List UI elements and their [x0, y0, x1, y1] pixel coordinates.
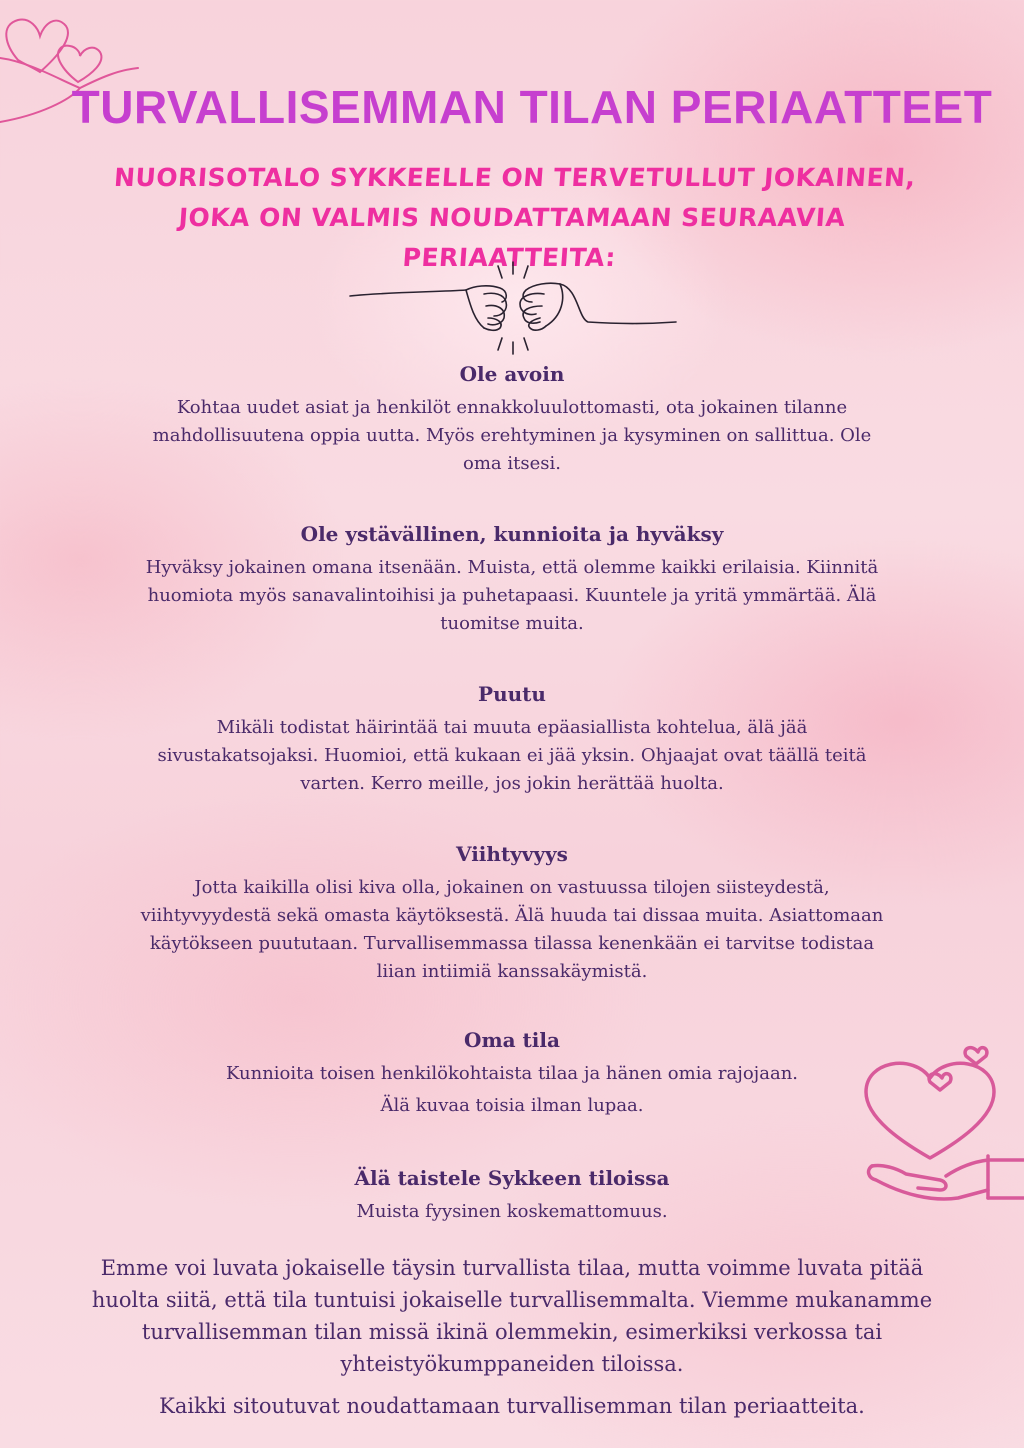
section-text: Muista fyysinen koskemattomuus.: [356, 1201, 668, 1222]
page-title: TURVALLISEMMAN TILAN PERIAATTEET: [71, 81, 993, 133]
section-heading: Ole avoin: [459, 362, 565, 386]
section-friendly: [140, 522, 884, 638]
section-intervene: [140, 682, 884, 798]
section-open: [140, 362, 884, 478]
closing-paragraph: Emme voi luvata jokaiselle täysin turvallista tilaa, mutta voimme luvata pitää huolta siitä, että tila tuntuisi jokaiselle turvallisemmalta. Viemme mukanamme turvallisemman tilan missä ikinä olemmekin, esimerkiksi verkossa tai yhteistyökumppaneiden tiloissa.: [91, 1256, 933, 1376]
fist-bump-icon: [348, 258, 678, 358]
section-personal-space: [140, 1028, 884, 1120]
section-heading: Puutu: [478, 682, 546, 706]
section-text: Kohtaa uudet asiat ja henkilöt ennakkoluulottomasti, ota jokainen tilanne mahdollisuutena oppia uutta. Myös erehtyminen ja kysyminen on sallittua. Ole oma itsesi.: [152, 397, 872, 474]
closing-statement: [80, 1252, 944, 1422]
section-comfort: [140, 842, 884, 986]
page-subtitle: NUORISOTALO SYKKEELLE ON TERVETULLUT JOKAINEN, JOKA ON VALMIS NOUDATTAMAAN SEURAAVIA PERIAATTEITA:: [113, 163, 917, 272]
section-text: Jotta kaikilla olisi kiva olla, jokainen on vastuussa tilojen siisteydestä, viihtyvyydestä sekä omasta käytöksestä. Älä huuda tai dissaa muita. Asiattomaan käytökseen puututaan. Turvallisemmassa tilassa kenenkään ei tarvitse todistaa liian intiimiä kanssakäymistä.: [140, 877, 884, 982]
section-text: Älä kuvaa toisia ilman lupaa.: [380, 1095, 644, 1116]
section-heading: Ole ystävällinen, kunnioita ja hyväksy: [300, 522, 724, 546]
section-text: Mikäli todistat häirintää tai muuta epäasiallista kohtelua, älä jää sivustakatsojaksi. Huomioi, että kukaan ei jää yksin. Ohjaajat ovat täällä teitä varten. Kerro meille, jos jokin herättää huolta.: [157, 717, 867, 794]
heart-in-hand-icon: [862, 1038, 1024, 1206]
section-heading: Viihtyvyys: [456, 842, 568, 866]
closing-paragraph: Kaikki sitoutuvat noudattamaan turvallisemman tilan periaatteita.: [159, 1394, 865, 1418]
section-no-fighting: [140, 1166, 884, 1226]
section-heading: Oma tila: [464, 1028, 560, 1052]
section-text: Kunnioita toisen henkilökohtaista tilaa ja hänen omia rajojaan.: [225, 1063, 799, 1084]
section-heading: Älä taistele Sykkeen tiloissa: [354, 1166, 670, 1190]
section-text: Hyväksy jokainen omana itsenään. Muista, että olemme kaikki erilaisia. Kiinnitä huomiota myös sanavalintoihisi ja puhetapaasi. Kuuntele ja yritä ymmärtää. Älä tuomitse muita.: [145, 557, 879, 634]
